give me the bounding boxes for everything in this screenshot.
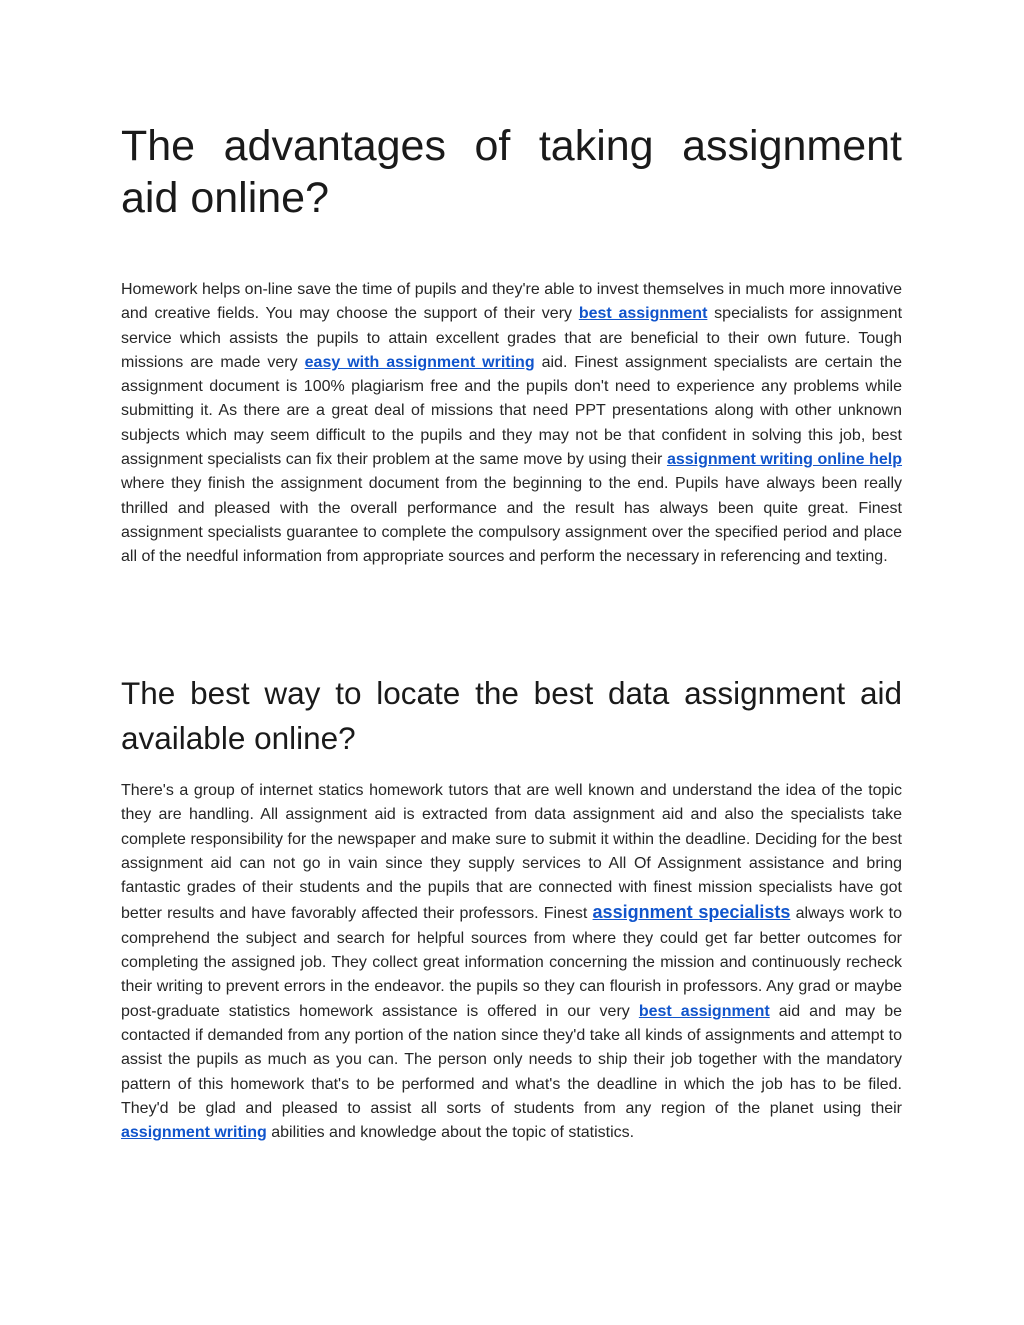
paragraph-text: always work to comprehend the subject and search for helpful sources from where they could get far better outcomes for completing the assigned job. They collect great information concerning the mission and continuously recheck their writing to prevent errors in the endeavor. the pupils so they can flourish in professors. Any grad or maybe post-graduate statistics homework assistance is offered in our very [121, 905, 902, 1020]
assignment-writing-link[interactable]: assignment writing [121, 1124, 267, 1142]
best-assignment-link-2[interactable]: best assignment [638, 1002, 770, 1020]
section-2-title [121, 671, 902, 761]
assignment-specialists-link[interactable]: assignment specialists [592, 902, 791, 923]
section-1-paragraph [121, 278, 902, 570]
paragraph-text: There's a group of internet statics homework tutors that are well known and understand the idea of the topic they are handling. All assignment aid is extracted from data assignment aid and also the specialists take complete responsibility for the newspaper and make sure to submit it within the deadline. Deciding for the best assignment aid can not go in vain since they supply services to All Of Assignment assistance and bring fantastic grades of their students and the pupils that are connected with finest mission specialists have got better results and have favorably affected their professors. Finest [121, 782, 902, 923]
paragraph-text: specialists for assignment service which assists the pupils to attain excellent grades that are beneficial to their own future. Tough missions are made very [121, 305, 903, 371]
section-2-paragraph [121, 779, 902, 1145]
section-1-title [121, 120, 902, 224]
paragraph-text: abilities and knowledge about the topic of statistics. [266, 1124, 635, 1142]
paragraph-text: where they finish the assignment document from the beginning to the end. Pupils have always been really thrilled and pleased with the overall performance and the result has always been quite great. Finest assignment specialists guarantee to complete the compulsory assignment over the specified period and place all of the needful information from appropriate sources and perform the necessary in referencing and texting. [121, 475, 902, 566]
easy-with-assignment-writing-link[interactable]: easy with assignment writing [304, 353, 535, 371]
section-2-title-line-2: available online? [121, 720, 356, 756]
paragraph-text: aid and may be contacted if demanded from any portion of the nation since they'd take all kinds of assignments and attempt to assist the pupils as much as you can. The person only needs to ship their job together with the mandatory pattern of this homework that's to be performed and what's the deadline in which the job has to be filed. They'd be glad and pleased to assist all sorts of students from any region of the planet using their [121, 1002, 902, 1117]
paragraph-text: Homework helps on-line save the time of pupils and they're able to invest themselves in much more innovative and creative fields. You may choose the support of their very [121, 281, 902, 323]
assignment-writing-online-help-link[interactable]: assignment writing online help [666, 451, 903, 469]
section-1-title-line-1: The advantages of taking assignment [121, 122, 902, 170]
paragraph-text: aid. Finest assignment specialists are certain the assignment document is 100% plagiarism free and the pupils don't need to experience any problems while submitting it. As there are a great deal of missions that need PPT presentations along with other unknown subjects which may seem difficult to the pupils and they may not be that confident in solving this job, best assignment specialists can fix their problem at the same move by using their [121, 353, 903, 469]
section-1-title-line-2: aid online? [121, 174, 330, 222]
best-assignment-link[interactable]: best assignment [578, 305, 708, 323]
section-2-title-line-1: The best way to locate the best data assignment aid [121, 675, 902, 711]
